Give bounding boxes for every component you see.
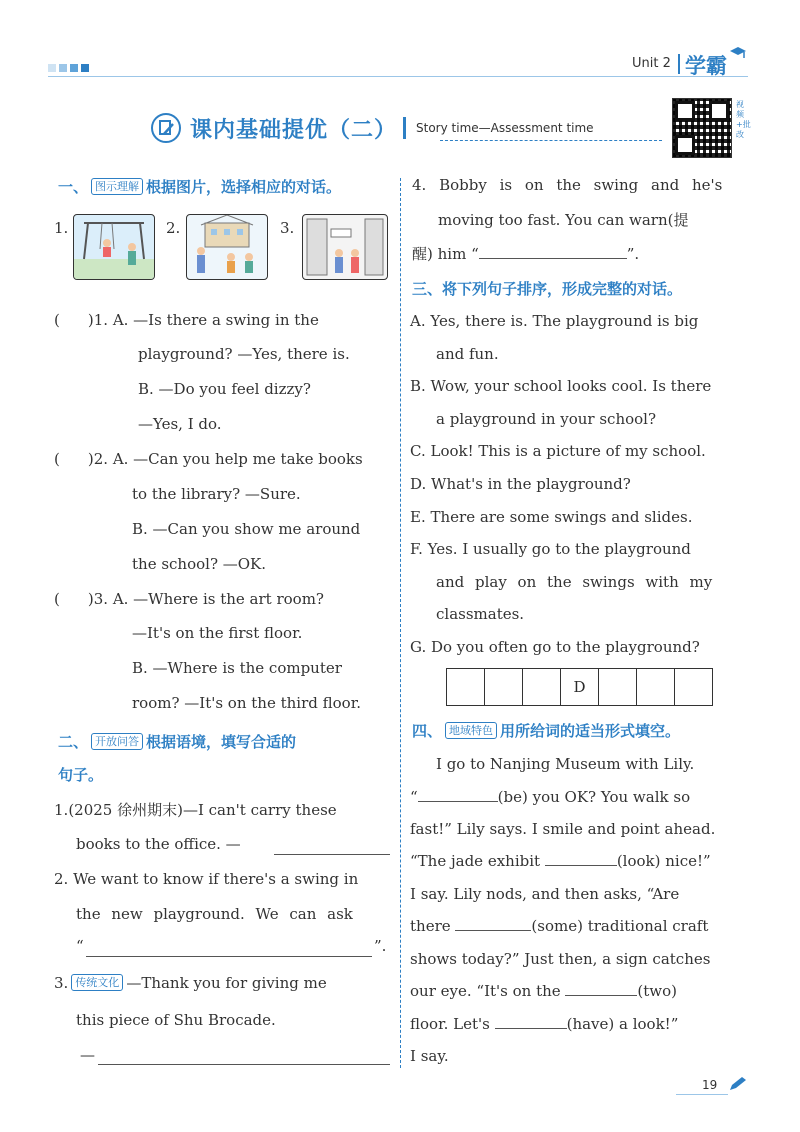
answer-cell[interactable]	[637, 669, 675, 705]
section3-title: 三、将下列句子排序，形成完整的对话。	[412, 280, 683, 298]
section2-title-cont: 句子。	[58, 766, 104, 784]
column-divider	[400, 178, 401, 1068]
banner-subtitle: Story time—Assessment time	[416, 121, 594, 135]
picture-school-building	[186, 214, 268, 280]
section2-item-3-dash: —	[80, 1046, 95, 1064]
pencil-icon	[728, 1076, 748, 1092]
section2-item-1-blank[interactable]	[274, 854, 390, 855]
section3-item-b-2: a playground in your school?	[436, 410, 657, 428]
section2-item-2-line-2: the new playground. We can ask	[76, 905, 353, 923]
picture-label-3: 3.	[280, 219, 295, 237]
section2-title: 二、 开放问答 根据语境，填写合适的	[58, 733, 297, 751]
passage-line-8: our eye. “It's on the (two)	[410, 982, 678, 1000]
section4-title: 四、 地域特色 用所给词的适当形式填空。	[412, 722, 681, 740]
question-4-blank[interactable]	[479, 244, 627, 259]
section2-item-1-line-1: 1.(2025 徐州期末)—I can't carry these	[54, 801, 337, 819]
section3-item-a-1: A. Yes, there is. The playground is big	[410, 312, 699, 330]
answer-cell[interactable]	[523, 669, 561, 705]
section3-item-f-2: and play on the swings with my	[436, 573, 713, 591]
pencil-note-icon	[150, 112, 182, 144]
picture-playground-swings	[73, 214, 155, 280]
footer-rule	[676, 1094, 728, 1095]
passage-line-4: “The jade exhibit (look) nice!”	[410, 852, 711, 870]
section2-item-2-close-quote: ”.	[374, 937, 387, 955]
question-1-line-4: —Yes, I do.	[138, 415, 222, 433]
passage-blank-two[interactable]	[565, 981, 637, 996]
question-4-line-2: moving too fast. You can warn(提	[438, 211, 689, 229]
passage-blank-be[interactable]	[418, 787, 498, 802]
question-3-line-2: —It's on the first floor.	[132, 624, 303, 642]
question-2-line-1: ( )2. A. —Can you help me take books	[54, 450, 363, 468]
banner-title: 课内基础提优（二）	[190, 117, 398, 143]
section2-item-3-tag: 传统文化	[71, 974, 123, 991]
passage-line-3: fast!” Lily says. I smile and point ahead.	[410, 820, 716, 838]
section1-tag: 图示理解	[91, 178, 143, 195]
passage-line-9: floor. Let's (have) a look!”	[410, 1015, 679, 1033]
section3-item-e: E. There are some swings and slides.	[410, 508, 693, 526]
banner-dotted-line	[440, 140, 662, 141]
section3-item-a-2: and fun.	[436, 345, 499, 363]
answer-cell[interactable]: D	[561, 669, 599, 705]
section3-item-b-1: B. Wow, your school looks cool. Is there	[410, 377, 712, 395]
brand-logo: 学霸	[685, 54, 727, 78]
question-3-line-1: ( )3. A. —Where is the art room?	[54, 590, 324, 608]
section2-item-2-blank[interactable]	[86, 956, 372, 957]
question-2-line-4: the school? —OK.	[132, 555, 267, 573]
passage-line-6: there (some) traditional craft	[410, 917, 709, 935]
question-1-line-3: B. —Do you feel dizzy?	[138, 380, 311, 398]
section3-item-d: D. What's in the playground?	[410, 475, 631, 493]
section2-item-3-line-2: this piece of Shu Brocade.	[76, 1011, 276, 1029]
header-rule	[48, 76, 748, 77]
page-number: 19	[702, 1078, 718, 1092]
question-1-line-2: playground? —Yes, there is.	[138, 345, 350, 363]
passage-blank-some[interactable]	[455, 916, 531, 931]
section2-item-1-line-2: books to the office. —	[76, 835, 241, 853]
section2-item-3-blank[interactable]	[98, 1064, 390, 1065]
answer-cell[interactable]	[447, 669, 485, 705]
question-1-line-1: ( )1. A. —Is there a swing in the	[54, 311, 319, 329]
answer-cell[interactable]	[485, 669, 523, 705]
unit-label: Unit 2	[632, 56, 671, 71]
passage-line-10: I say.	[410, 1047, 449, 1065]
question-3-line-3: B. —Where is the computer	[132, 659, 342, 677]
question-2-line-3: B. —Can you show me around	[132, 520, 361, 538]
qr-code[interactable]	[672, 98, 732, 158]
section3-item-g: G. Do you often go to the playground?	[410, 638, 700, 656]
passage-line-7: shows today?” Just then, a sign catches	[410, 950, 711, 968]
question-4-line-3: 醒) him “ ”.	[412, 245, 640, 263]
answer-cell[interactable]	[599, 669, 637, 705]
section1-title: 一、 图示理解 根据图片，选择相应的对话。	[58, 178, 342, 196]
passage-line-5: I say. Lily nods, and then asks, “Are	[410, 885, 680, 903]
header-decor-squares	[48, 64, 89, 72]
passage-line-2: “ (be) you OK? You walk so	[410, 788, 691, 806]
ordering-answer-grid	[446, 668, 713, 706]
answer-cell[interactable]	[675, 669, 712, 705]
header-divider	[678, 54, 680, 74]
question-3-line-4: room? —It's on the third floor.	[132, 694, 361, 712]
question-2-line-2: to the library? —Sure.	[132, 485, 301, 503]
passage-line-1: I go to Nanjing Museum with Lily.	[436, 755, 695, 773]
section3-item-f-1: F. Yes. I usually go to the playground	[410, 540, 691, 558]
passage-blank-have[interactable]	[495, 1014, 567, 1029]
mortarboard-icon	[728, 44, 748, 62]
section2-item-3-line-1: 3. 传统文化 —Thank you for giving me	[54, 974, 327, 992]
section3-item-c: C. Look! This is a picture of my school.	[410, 442, 706, 460]
section3-item-f-3: classmates.	[436, 605, 525, 623]
section2-item-2-line-1: 2. We want to know if there's a swing in	[54, 870, 359, 888]
picture-label-2: 2.	[166, 219, 181, 237]
banner-bar	[403, 117, 406, 139]
passage-blank-look[interactable]	[545, 851, 617, 866]
picture-hallway	[302, 214, 388, 280]
qr-side-text: 视频+批改	[736, 100, 751, 139]
section2-tag: 开放问答	[91, 733, 143, 750]
section4-tag: 地域特色	[445, 722, 497, 739]
section2-item-2-open-quote: “	[76, 937, 84, 955]
question-4-line-1: 4. Bobby is on the swing and he's	[412, 176, 723, 194]
picture-label-1: 1.	[54, 219, 69, 237]
